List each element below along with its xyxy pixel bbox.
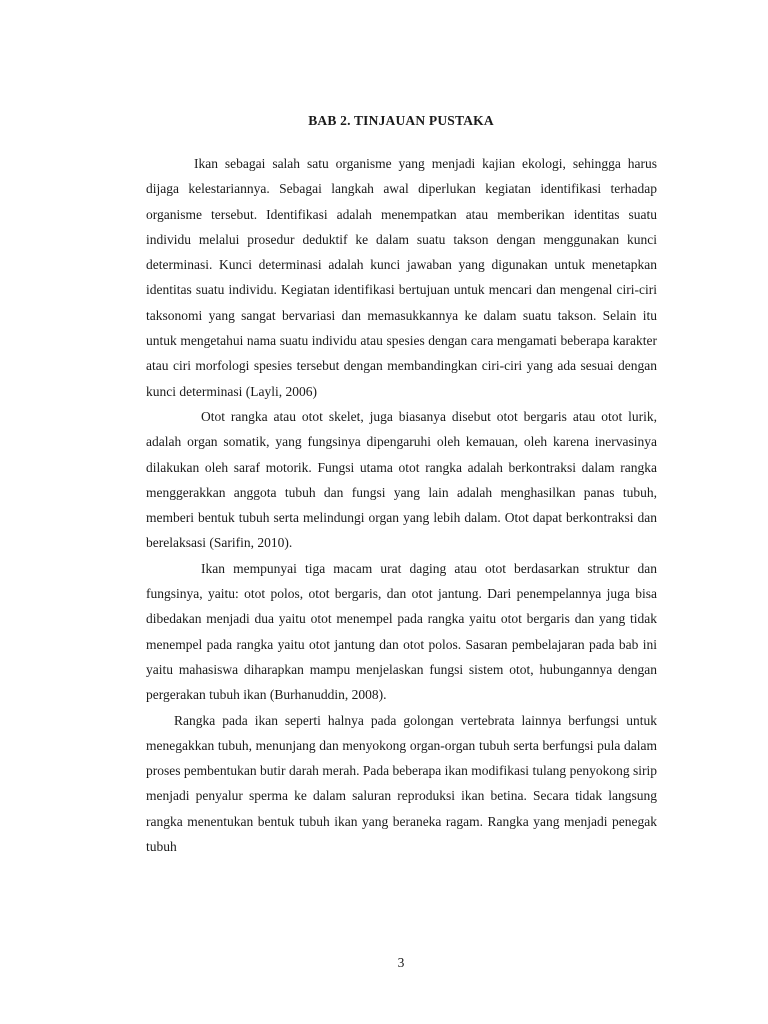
page-number: 3 xyxy=(397,955,405,970)
paragraph-identifikasi: Ikan sebagai salah satu organisme yang menjadi kajian ekologi, sehingga harus dijaga kelestariannya. Sebagai langkah awal diperlukan kegiatan identifikasi terhadap organisme tersebut. Identifikasi adalah menempatkan atau memberikan identitas suatu individu melalui prosedur deduktif ke dalam suatu takson dengan menggunakan kunci determinasi. Kunci determinasi adalah kunci jawaban yang digunakan untuk menetapkan identitas suatu individu. Kegiatan identifikasi bertujuan untuk mencari dan mengenal ciri-ciri taksonomi yang sangat bervariasi dan memasukkannya ke dalam suatu takson. Selain itu untuk mengetahui nama suatu individu atau spesies dengan cara mengamati beberapa karakter atau ciri morfologi spesies tersebut dengan membandingkan ciri-ciri yang ada sesuai dengan kunci determinasi (Layli, 2006) xyxy=(146,156,657,399)
paragraph-rangka-ikan: Rangka pada ikan seperti halnya pada golongan vertebrata lainnya berfungsi untuk menegakkan tubuh, menunjang dan menyokong organ-organ tubuh serta berfungsi pula dalam proses pembentukan butir darah merah. Pada beberapa ikan modifikasi tulang penyokong sirip menjadi penyalur sperma ke dalam saluran reproduksi ikan betina. Secara tidak langsung rangka menentukan bentuk tubuh ikan yang beraneka ragam. Rangka yang menjadi penegak tubuh xyxy=(146,712,657,855)
paragraph-otot-rangka: Otot rangka atau otot skelet, juga biasanya disebut otot bergaris atau otot lurik, adalah organ somatik, yang fungsinya dipengaruhi oleh kemauan, oleh karena inervasinya dilakukan oleh saraf motorik. Fungsi utama otot rangka adalah berkontraksi dalam rangka menggerakkan anggota tubuh dan fungsi yang lain adalah menghasilkan panas tubuh, memberi bentuk tubuh serta melindungi organ yang lebih dalam. Otot dapat berkontraksi dan berelaksasi (Sarifin, 2010). xyxy=(146,408,657,551)
chapter-title: BAB 2. TINJAUAN PUSTAKA xyxy=(308,113,494,129)
body-text xyxy=(146,151,657,859)
paragraph-macam-otot: Ikan mempunyai tiga macam urat daging atau otot berdasarkan struktur dan fungsinya, yaitu: otot polos, otot bergaris, dan otot jantung. Dari penempelannya juga bisa dibedakan menjadi dua yaitu otot menempel pada rangka yaitu otot bergaris dan yang tidak menempel pada rangka yaitu otot jantung dan otot polos. Sasaran pembelajaran pada bab ini yaitu mahasiswa diharapkan mampu menjelaskan fungsi sistem otot, hubungannya dengan pergerakan tubuh ikan (Burhanuddin, 2008). xyxy=(146,560,657,703)
